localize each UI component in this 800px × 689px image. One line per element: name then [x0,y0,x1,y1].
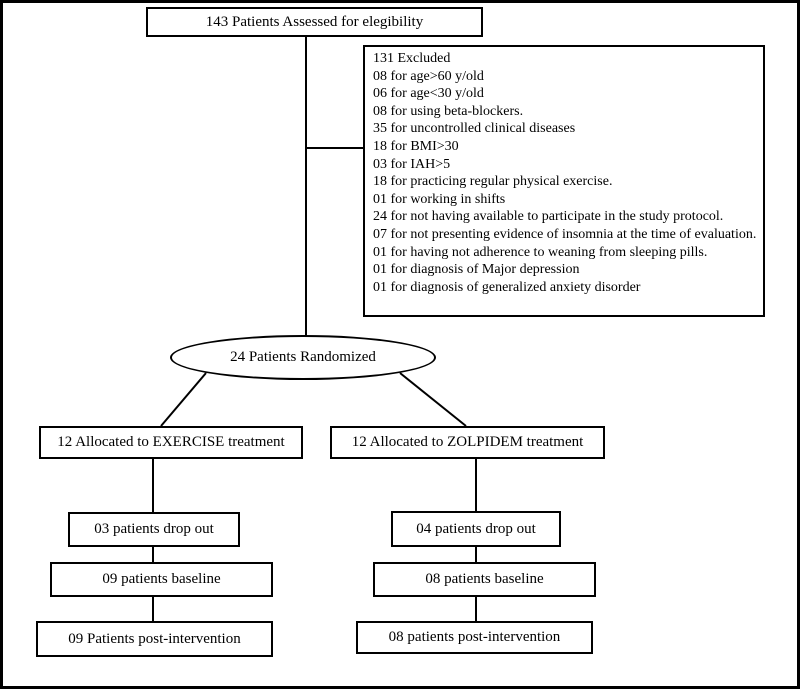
zolpidem-dropout-label: 04 patients drop out [416,520,536,537]
connector-zolpidem-dropout-to-baseline [475,547,477,563]
connector-exercise-allocation-to-dropout [152,459,154,512]
excluded-line: 18 for practicing regular physical exercise. [373,174,613,190]
connector-to-zolpidem-arm [400,373,466,426]
excluded-line: 131 Excluded [373,51,451,66]
assessed-for-eligibility-box [146,7,483,37]
zolpidem-dropout-box [391,511,561,547]
zolpidem-allocation-label: 12 Allocated to ZOLPIDEM treatment [351,434,584,451]
exercise-baseline-label: 09 patients baseline [102,571,221,588]
excluded-box [363,45,765,317]
excluded-line: 08 for age>60 y/old [373,68,484,84]
exercise-allocation-box [39,426,303,459]
connector-exercise-dropout-to-baseline [152,547,154,563]
excluded-line: 01 for having not adherence to weaning from sleeping pills. [373,244,708,260]
zolpidem-post-intervention-label: 08 patients post-intervention [388,629,561,646]
excluded-line: 35 for uncontrolled clinical diseases [373,121,576,137]
assessed-for-eligibility-label: 143 Patients Assessed for elegibility [205,13,424,30]
excluded-line: 07 for not presenting evidence of insomnia at the time of evaluation. [373,226,757,242]
connector-zolpidem-allocation-to-dropout [475,459,477,512]
zolpidem-baseline-box [373,562,596,597]
exercise-dropout-label: 03 patients drop out [94,521,214,538]
exercise-post-intervention-box [36,621,273,657]
exercise-baseline-box [50,562,273,597]
zolpidem-baseline-label: 08 patients baseline [425,571,544,588]
excluded-line: 01 for diagnosis of generalized anxiety disorder [373,279,641,295]
excluded-line: 18 for BMI>30 [373,138,459,154]
exercise-dropout-box [68,512,240,547]
connector-zolpidem-baseline-to-post [475,597,477,622]
zolpidem-post-intervention-box [356,621,593,654]
excluded-line: 08 for using beta-blockers. [373,103,524,119]
excluded-line: 01 for working in shifts [373,191,506,207]
connector-exercise-baseline-to-post [152,597,154,622]
connector-branch-to-excluded [307,147,363,149]
randomized-label: 24 Patients Randomized [230,349,376,366]
excluded-line: 24 for not having available to participate in the study protocol. [373,209,724,225]
excluded-line: 03 for IAH>5 [373,156,451,172]
exercise-allocation-label: 12 Allocated to EXERCISE treatment [57,434,285,451]
excluded-line: 01 for diagnosis of Major depression [373,262,580,278]
connector-randomized-diagonals [143,365,483,429]
exercise-post-intervention-label: 09 Patients post-intervention [68,630,241,647]
excluded-line: 06 for age<30 y/old [373,86,484,102]
connector-assessed-to-randomized [305,37,307,336]
zolpidem-allocation-box [330,426,605,459]
connector-to-exercise-arm [161,373,206,426]
